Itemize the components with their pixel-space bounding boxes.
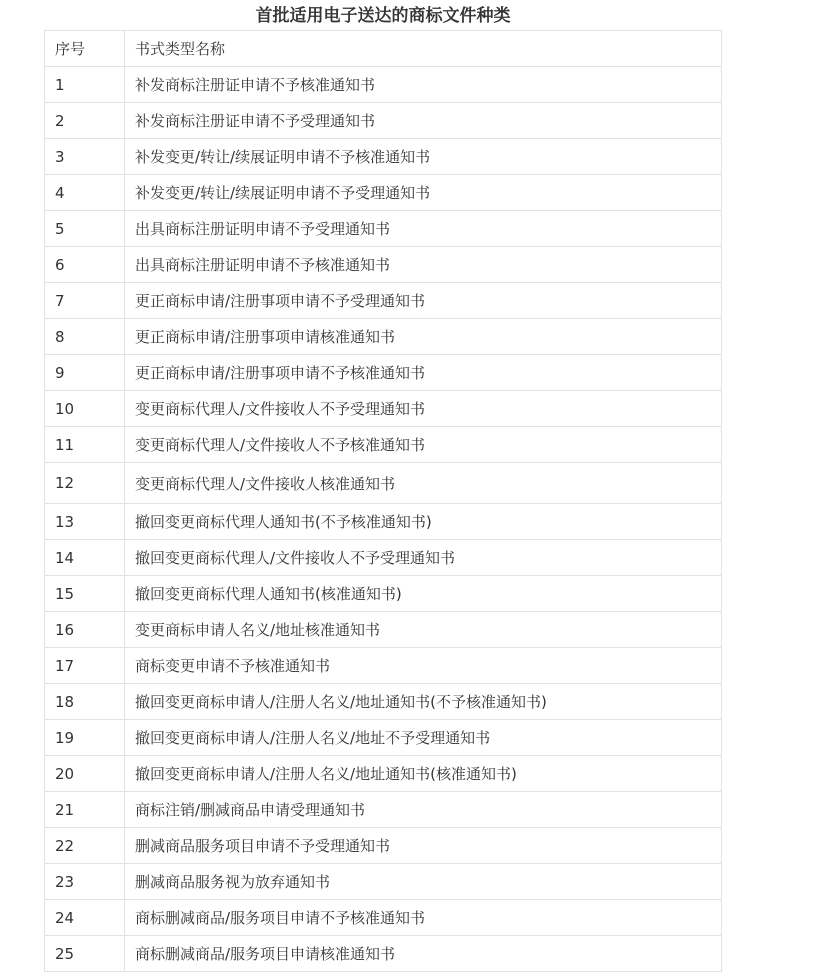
table-row	[45, 900, 722, 936]
table-body	[45, 67, 722, 972]
serial-number-cell: 25	[45, 936, 125, 972]
table-row	[45, 720, 722, 756]
serial-number-cell: 23	[45, 864, 125, 900]
table-row	[45, 103, 722, 139]
document-type-name-cell: 删减商品服务视为放弃通知书	[125, 864, 722, 900]
serial-number-cell: 15	[45, 576, 125, 612]
serial-number-cell: 7	[45, 283, 125, 319]
document-type-name-cell: 撤回变更商标代理人通知书(核准通知书)	[125, 576, 722, 612]
serial-number-cell: 8	[45, 319, 125, 355]
document-type-name-cell: 补发商标注册证申请不予受理通知书	[125, 103, 722, 139]
document-type-name-cell: 商标注销/删减商品申请受理通知书	[125, 792, 722, 828]
table-row	[45, 175, 722, 211]
document-type-name-cell: 撤回变更商标申请人/注册人名义/地址通知书(核准通知书)	[125, 756, 722, 792]
serial-number-cell: 21	[45, 792, 125, 828]
document-type-name-cell: 撤回变更商标代理人/文件接收人不予受理通知书	[125, 540, 722, 576]
document-types-table	[44, 30, 722, 972]
table-row	[45, 211, 722, 247]
table-row	[45, 247, 722, 283]
document-type-name-cell: 商标删减商品/服务项目申请核准通知书	[125, 936, 722, 972]
table-row	[45, 612, 722, 648]
table-row	[45, 576, 722, 612]
document-type-name-cell: 补发商标注册证申请不予核准通知书	[125, 67, 722, 103]
serial-number-cell: 24	[45, 900, 125, 936]
document-type-name-cell: 更正商标申请/注册事项申请核准通知书	[125, 319, 722, 355]
document-type-name-cell: 删减商品服务项目申请不予受理通知书	[125, 828, 722, 864]
document-type-name-cell: 撤回变更商标代理人通知书(不予核准通知书)	[125, 504, 722, 540]
document-type-name-cell: 出具商标注册证明申请不予受理通知书	[125, 211, 722, 247]
table-row	[45, 139, 722, 175]
table-row	[45, 828, 722, 864]
serial-number-cell: 3	[45, 139, 125, 175]
serial-number-cell: 9	[45, 355, 125, 391]
serial-number-cell: 14	[45, 540, 125, 576]
serial-number-cell: 16	[45, 612, 125, 648]
table-row	[45, 463, 722, 504]
document-type-name-cell: 撤回变更商标申请人/注册人名义/地址不予受理通知书	[125, 720, 722, 756]
serial-number-cell: 12	[45, 463, 125, 504]
document-type-name-cell: 商标变更申请不予核准通知书	[125, 648, 722, 684]
document-type-name-cell: 变更商标代理人/文件接收人不予受理通知书	[125, 391, 722, 427]
serial-number-cell: 6	[45, 247, 125, 283]
serial-number-cell: 1	[45, 67, 125, 103]
table-row	[45, 684, 722, 720]
serial-number-cell: 19	[45, 720, 125, 756]
table-row	[45, 864, 722, 900]
document-type-name-cell: 更正商标申请/注册事项申请不予核准通知书	[125, 355, 722, 391]
table-row	[45, 540, 722, 576]
serial-number-cell: 5	[45, 211, 125, 247]
serial-number-cell: 11	[45, 427, 125, 463]
serial-number-cell: 10	[45, 391, 125, 427]
table-row	[45, 756, 722, 792]
table-row	[45, 648, 722, 684]
serial-number-cell: 13	[45, 504, 125, 540]
page-title: 首批适用电子送达的商标文件种类	[255, 6, 511, 26]
serial-number-cell: 22	[45, 828, 125, 864]
serial-number-cell: 18	[45, 684, 125, 720]
document-type-name-cell: 出具商标注册证明申请不予核准通知书	[125, 247, 722, 283]
table-row	[45, 936, 722, 972]
table-row	[45, 427, 722, 463]
table-row	[45, 504, 722, 540]
document-type-name-cell: 商标删减商品/服务项目申请不予核准通知书	[125, 900, 722, 936]
table-header-row	[45, 31, 722, 67]
document-type-name-cell: 撤回变更商标申请人/注册人名义/地址通知书(不予核准通知书)	[125, 684, 722, 720]
document-type-name-cell: 补发变更/转让/续展证明申请不予受理通知书	[125, 175, 722, 211]
table-row	[45, 67, 722, 103]
header-serial-number: 序号	[45, 31, 125, 67]
serial-number-cell: 4	[45, 175, 125, 211]
document-type-name-cell: 更正商标申请/注册事项申请不予受理通知书	[125, 283, 722, 319]
table-row	[45, 319, 722, 355]
table-row	[45, 391, 722, 427]
document-type-name-cell: 变更商标代理人/文件接收人不予核准通知书	[125, 427, 722, 463]
serial-number-cell: 17	[45, 648, 125, 684]
document-type-name-cell: 变更商标代理人/文件接收人核准通知书	[125, 463, 722, 504]
table-row	[45, 355, 722, 391]
table-row	[45, 283, 722, 319]
serial-number-cell: 20	[45, 756, 125, 792]
document-type-name-cell: 补发变更/转让/续展证明申请不予核准通知书	[125, 139, 722, 175]
table-row	[45, 792, 722, 828]
serial-number-cell: 2	[45, 103, 125, 139]
header-document-type-name: 书式类型名称	[125, 31, 722, 67]
document-type-name-cell: 变更商标申请人名义/地址核准通知书	[125, 612, 722, 648]
